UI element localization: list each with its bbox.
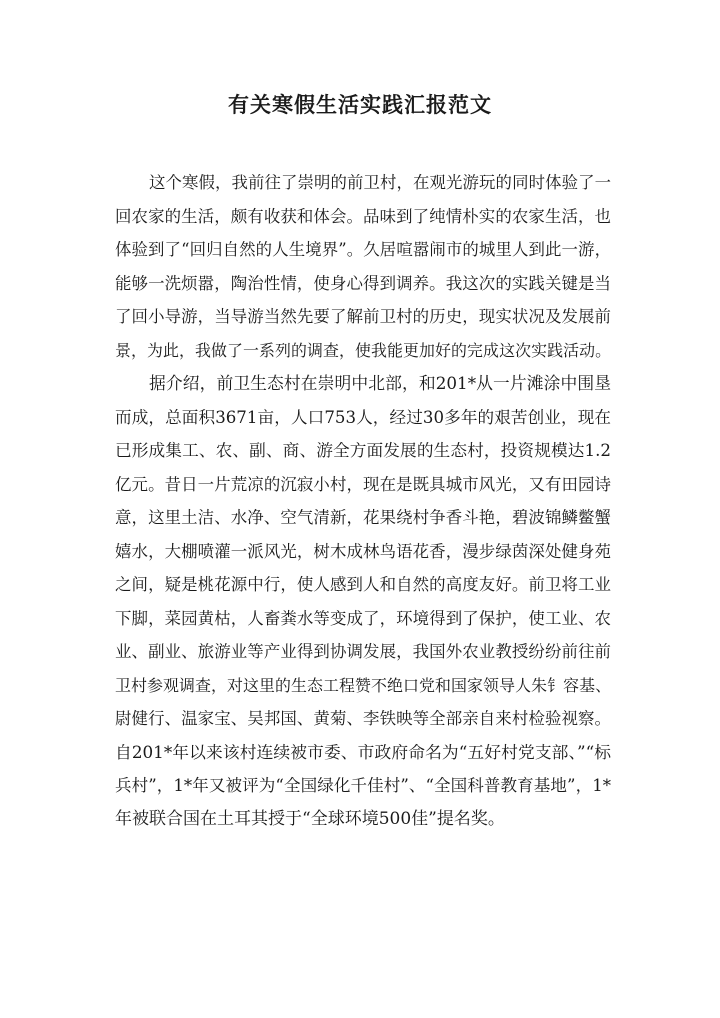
text-line: 据介绍，前卫生态村在崇明中北部，和201*从一片滩涂中围垦 [149,373,611,393]
text-line: 体验到了“回归自然的人生境界”。久居喧嚣闹市的城里人到此一游， [115,240,611,259]
text-line: 年被联合国在土耳其授于“全球环境500佳”提名奖。 [115,808,505,829]
text-line: 回农家的生活，颇有收获和体会。品味到了纯情朴实的农家生活，也 [115,206,611,226]
paragraph-1 [115,166,611,367]
text-line: 之间，疑是桃花源中行，使人感到人和自然的高度友好。前卫将工业 [115,575,611,594]
text-line: 自201*年以来该村连续被市委、市政府命名为“五好村党支部、”“标 [115,741,611,762]
text-line: 意，这里土洁、水净、空气清新，花果绕村争香斗艳，碧波锦鳞鳖蟹 [115,508,611,527]
text-line: 这个寒假，我前往了崇明的前卫村，在观光游玩的同时体验了一 [149,173,611,192]
document-title: 有关寒假生活实践汇报范文 [228,92,492,117]
text-line: 兵村”，1*年又被评为“全国绿化千佳村”、“全国科普教育基地”，1* [115,776,611,795]
text-line: 了回小导游，当导游当然先要了解前卫村的历史，现实状况及发展前 [115,307,611,326]
text-line: 亿元。昔日一片荒凉的沉寂小村，现在是既具城市风光，又有田园诗 [115,474,611,494]
text-line: 已形成集工、农、副、商、游全方面发展的生态村，投资规模达1.2 [115,441,611,460]
text-line: 卫村参观调查，对这里的生态工程赞不绝口党和国家领导人朱钅容基、 [115,675,611,695]
paragraph-2 [115,367,611,836]
text-line: 下脚，菜园黄枯，人畜粪水等变成了，环境得到了保护，使工业、农 [115,608,611,628]
text-line: 尉健行、温家宝、吴邦国、黄菊、李铁映等全部亲自来村检验视察。 [115,709,611,728]
text-line: 业、副业、旅游业等产业得到协调发展，我国外农业教授纷纷前往前 [115,642,611,661]
document-body [115,166,611,836]
text-line: 能够一洗烦嚣，陶治性情，使身心得到调养。我这次的实践关键是当 [115,273,611,293]
text-line: 嬉水，大棚喷灌一派风光，树木成林鸟语花香，漫步绿茵深处健身苑 [115,541,611,561]
text-line: 而成，总面积3671亩，人口753人，经过30多年的艰苦创业，现在 [115,407,611,427]
text-line: 景，为此，我做了一系列的调查，使我能更加好的完成这次实践活动。 [115,340,611,360]
